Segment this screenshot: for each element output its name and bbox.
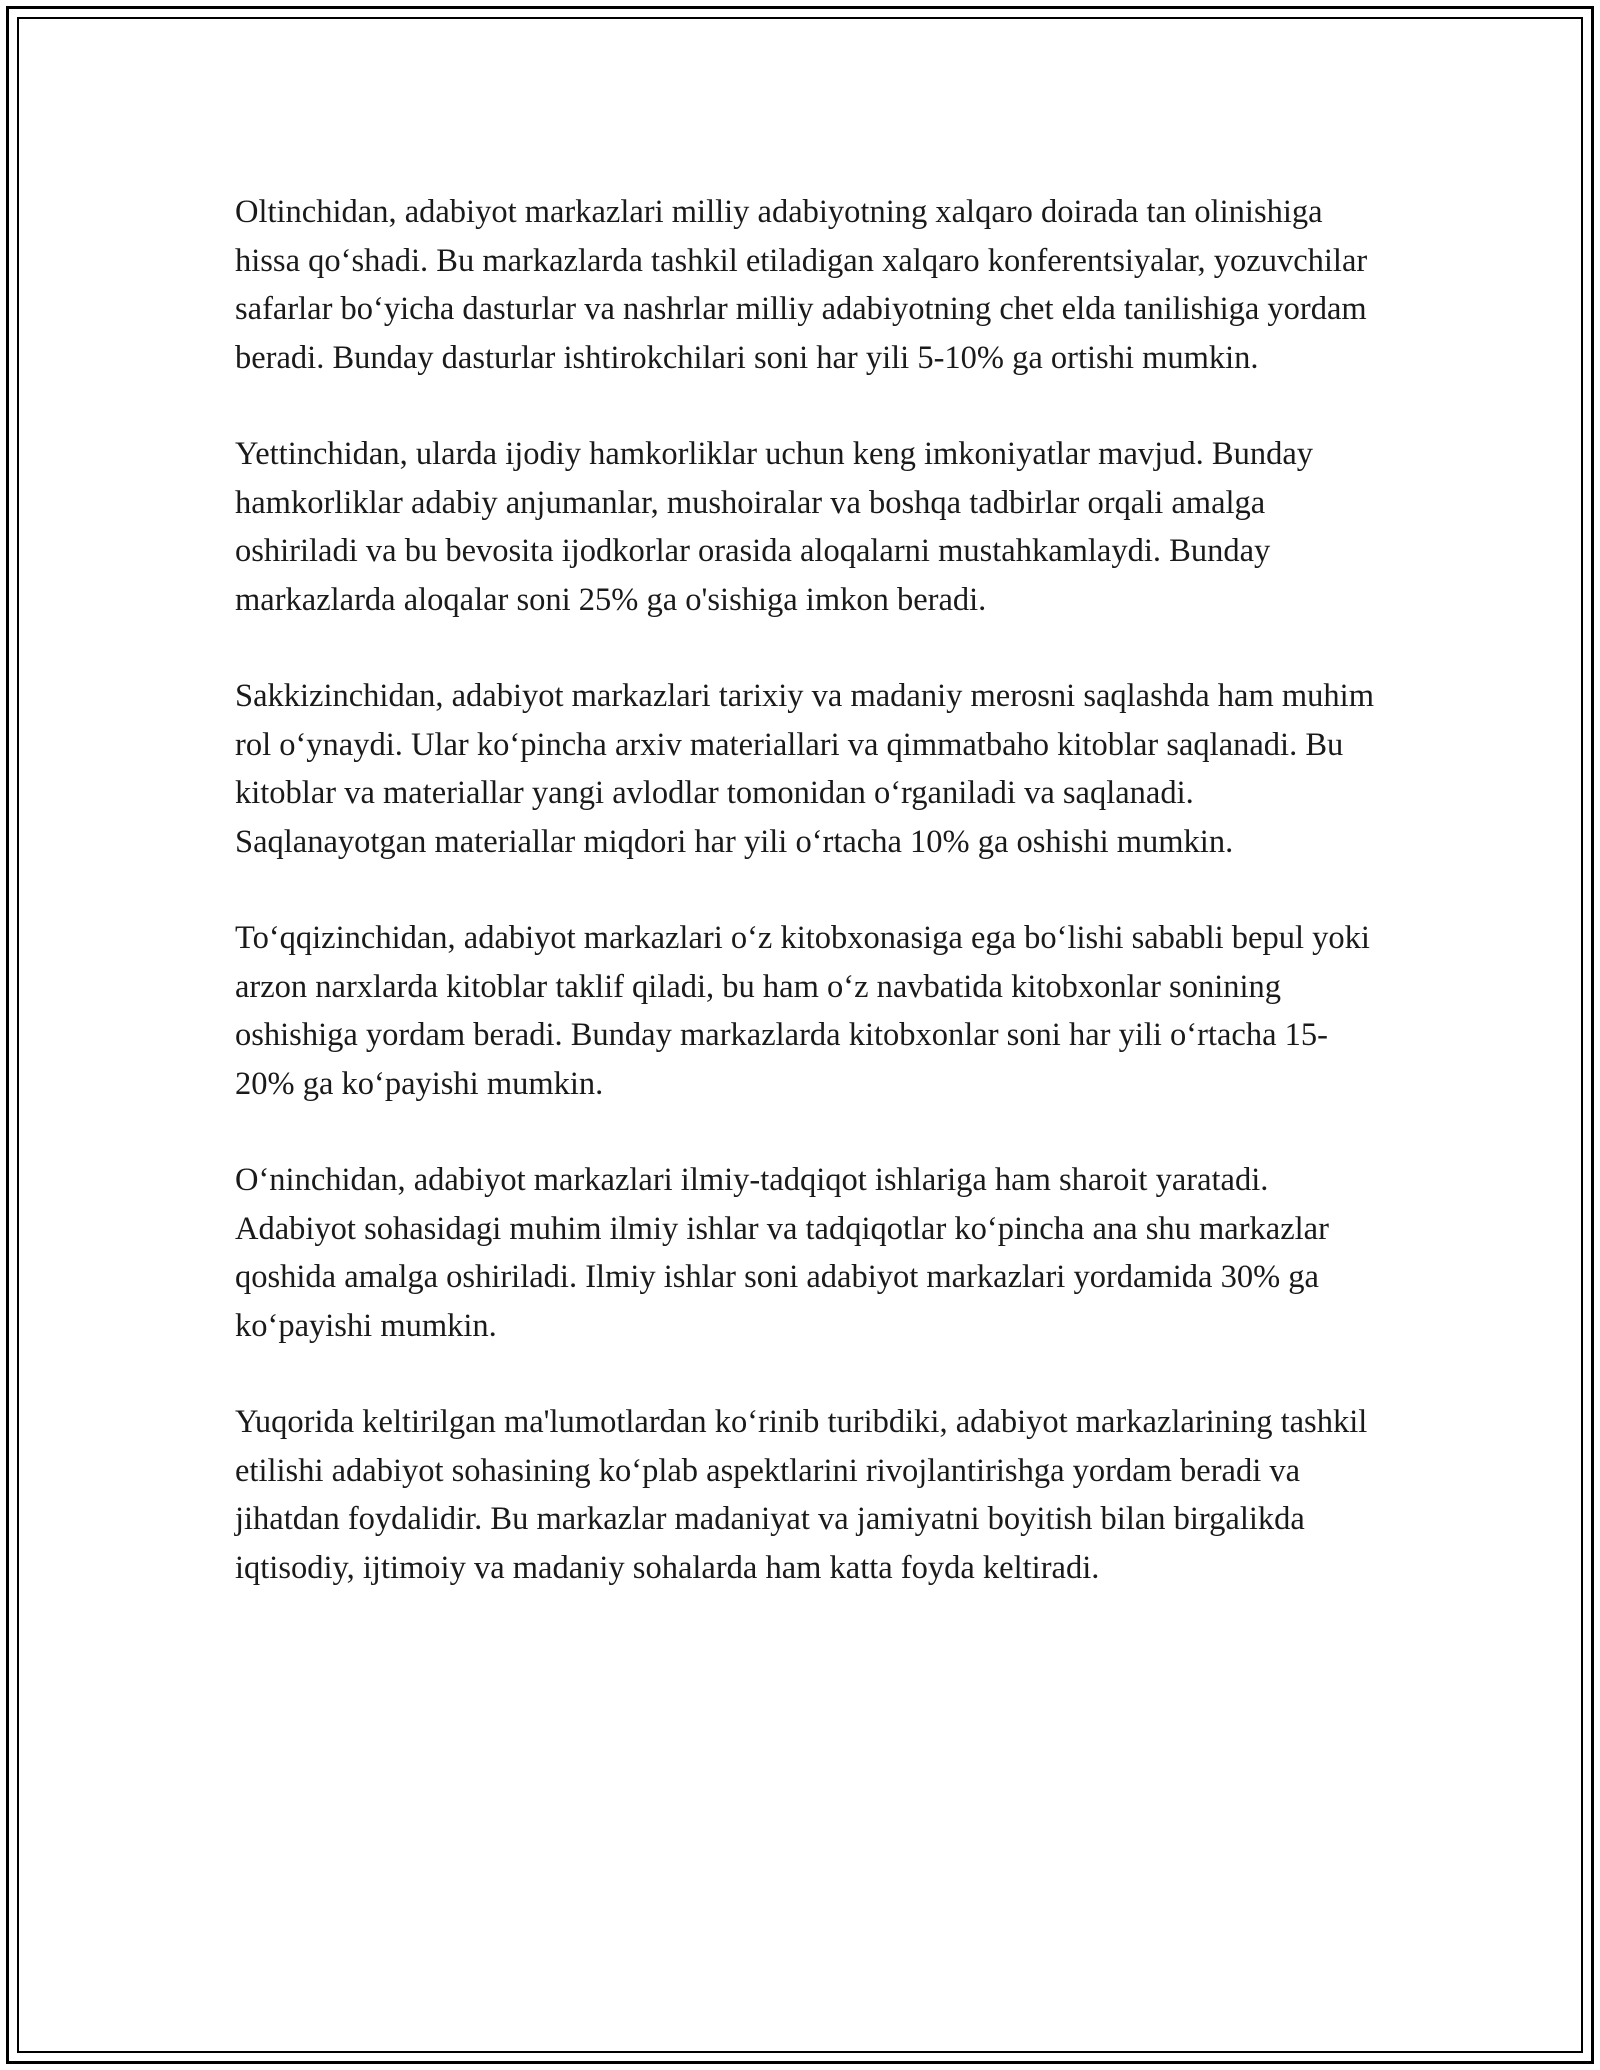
paragraph-conclusion: Yuqorida keltirilgan ma'lumotlardan ko‘rinib turibdiki, adabiyot markazlarining tashkil etilishi adabiyot sohasining ko‘plab aspektlarini rivojlantirishga yordam beradi va jihatdan foydalidir. Bu markazlar madaniyat va jamiyatni boyitish bilan birgalikda iqtisodiy, ijtimoiy va madaniy sohalarda ham katta foyda keltiradi. xyxy=(235,1404,1368,1586)
document-body xyxy=(235,188,1385,1640)
paragraph-ninth-point: To‘qqizinchidan, adabiyot markazlari o‘z kitobxonasiga ega bo‘lishi sababli bepul yoki arzon narxlarda kitoblar taklif qiladi, bu ham o‘z navbatida kitobxonlar sonining oshishiga yordam beradi. Bunday markazlarda kitobxonlar soni har yili o‘rtacha 15-20% ga ko‘payishi mumkin. xyxy=(235,920,1370,1102)
paragraph-tenth-point: O‘ninchidan, adabiyot markazlari ilmiy-tadqiqot ishlariga ham sharoit yaratadi. Adabiyot sohasidagi muhim ilmiy ishlar va tadqiqotlar ko‘pincha ana shu markazlar qoshida amalga oshiriladi. Ilmiy ishlar soni adabiyot markazlari yordamida 30% ga ko‘payishi mumkin. xyxy=(235,1162,1329,1344)
paragraph-sixth-point: Oltinchidan, adabiyot markazlari milliy adabiyotning xalqaro doirada tan olinishiga hissa qo‘shadi. Bu markazlarda tashkil etiladigan xalqaro konferentsiyalar, yozuvchilar safarlar bo‘yicha dasturlar va nashrlar milliy adabiyotning chet elda tanilishiga yordam beradi. Bunday dasturlar ishtirokchilari soni har yili 5-10% ga ortishi mumkin. xyxy=(235,194,1368,376)
paragraph-seventh-point: Yettinchidan, ularda ijodiy hamkorliklar uchun keng imkoniyatlar mavjud. Bunday hamkorliklar adabiy anjumanlar, mushoiralar va boshqa tadbirlar orqali amalga oshiriladi va bu bevosita ijodkorlar orasida aloqalarni mustahkamlaydi. Bunday markazlarda aloqalar soni 25% ga o'sishiga imkon beradi. xyxy=(235,436,1314,618)
paragraph-eighth-point: Sakkizinchidan, adabiyot markazlari tarixiy va madaniy merosni saqlashda ham muhim rol o‘ynaydi. Ular ko‘pincha arxiv materiallari va qimmatbaho kitoblar saqlanadi. Bu kitoblar va materiallar yangi avlodlar tomonidan o‘rganiladi va saqlanadi. Saqlanayotgan materiallar miqdori har yili o‘rtacha 10% ga oshishi mumkin. xyxy=(235,678,1374,860)
